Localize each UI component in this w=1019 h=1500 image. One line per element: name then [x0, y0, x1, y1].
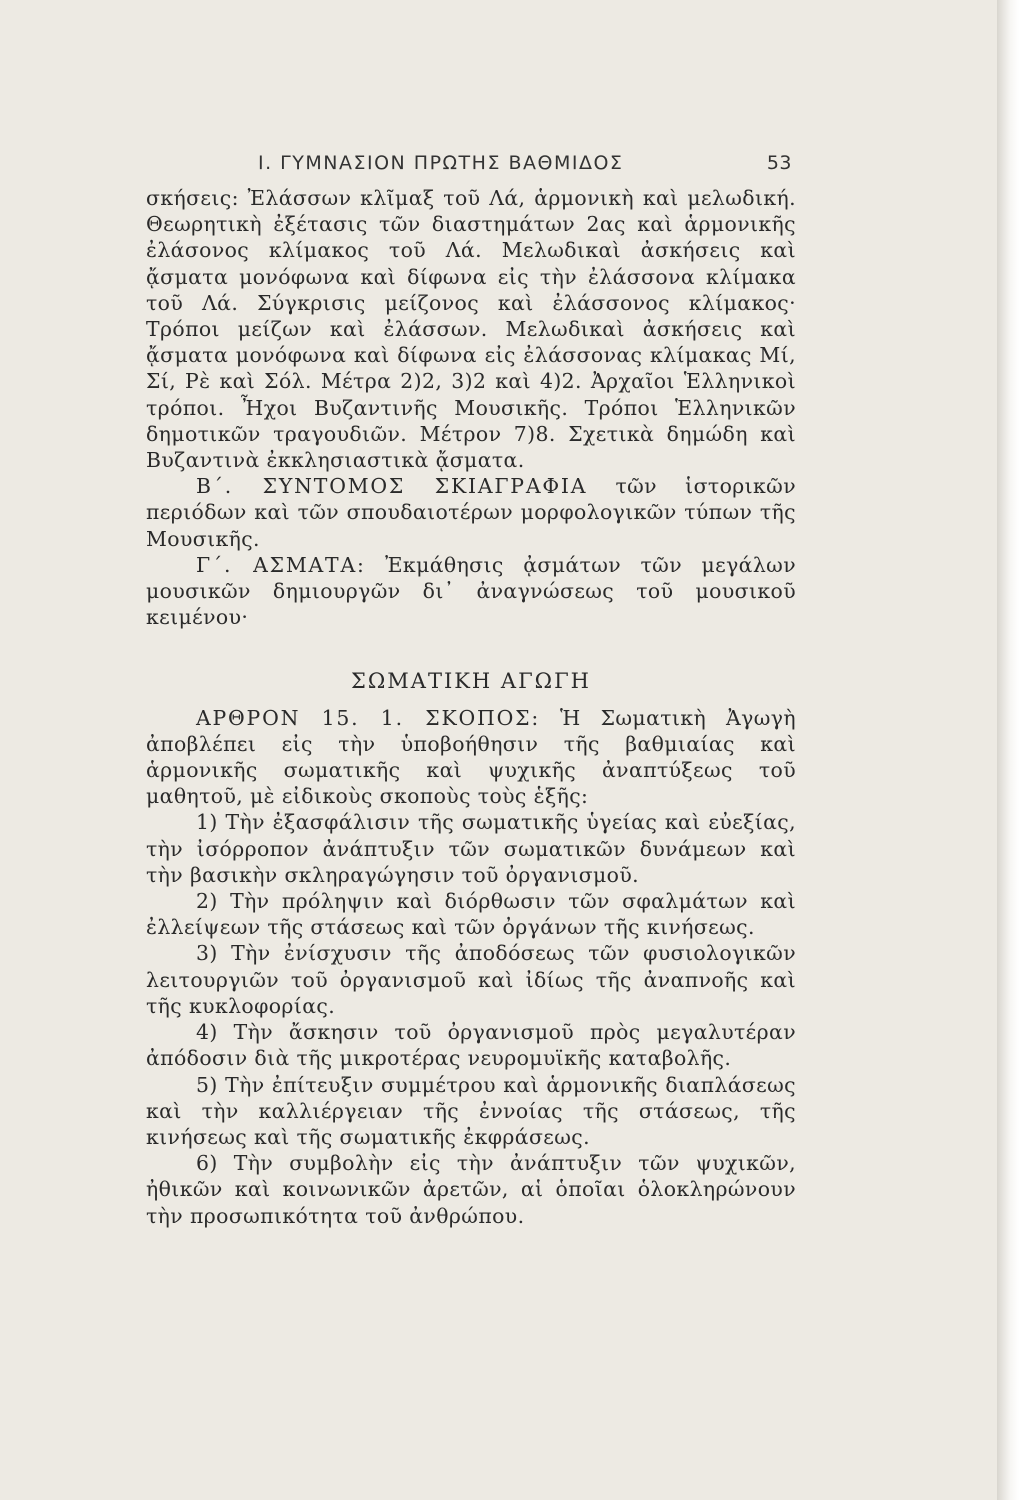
section-b-label: Β΄. ΣΥΝΤΟΜΟΣ ΣΚΙΑΓΡΑΦΙΑ	[196, 474, 588, 499]
article-text: Ἡ Σωματικὴ Ἀγωγὴ ἀποβλέπει εἰς τὴν ὑποβοήθησιν τῆς βαθμιαίας καὶ ἁρμονικῆς σωματικῆς καὶ ψυχικῆς ἀναπτύξεως τοῦ μαθητοῦ, μὲ εἰδικοὺς σκοποὺς τοὺς ἑξῆς:	[146, 705, 796, 809]
page-edge	[997, 0, 1019, 1500]
paragraph-history-outline	[146, 473, 796, 552]
page-body	[146, 185, 796, 1229]
list-item: 6) Τὴν συμβολὴν εἰς τὴν ἀνάπτυξιν τῶν ψυχικῶν, ἠθικῶν καὶ κοινωνικῶν ἀρετῶν, αἱ ὁποῖαι ὁλοκληρώνουν τὴν προσωπικότητα τοῦ ἀνθρώπου.	[146, 1151, 796, 1228]
section-c-text: Ἐκμάθησις ᾀσμάτων τῶν μεγάλων μουσικῶν δημιουργῶν δι᾿ ἀναγνώσεως τοῦ μουσικοῦ κειμένου·	[146, 552, 796, 630]
running-title: Ι. ΓΥΜΝΑΣΙΟΝ ΠΡΩΤΗΣ ΒΑΘΜΙΔΟΣ	[258, 152, 624, 174]
paragraph-songs	[146, 552, 796, 631]
list-item: 2) Τὴν πρόληψιν καὶ διόρθωσιν τῶν σφαλμάτων καὶ ἐλλείψεων τῆς στάσεως καὶ τῶν ὀργάνων τῆς κινήσεως.	[146, 889, 796, 940]
article-label: ΑΡΘΡΟΝ 15. 1. ΣΚΟΠΟΣ:	[196, 705, 540, 730]
article-paragraph	[146, 705, 796, 810]
section-heading: ΣΩΜΑΤΙΚΗ ΑΓΩΓΗ	[351, 669, 591, 694]
list-item: 3) Τὴν ἐνίσχυσιν τῆς ἀποδόσεως τῶν φυσιολογικῶν λειτουργιῶν τοῦ ὀργανισμοῦ καὶ ἰδίως τῆς ἀναπνοῆς καὶ τῆς κυκλοφορίας.	[146, 941, 796, 1018]
list-item: 1) Τὴν ἐξασφάλισιν τῆς σωματικῆς ὑγείας καὶ εὐεξίας, τὴν ἰσόρροπον ἀνάπτυξιν τῶν σωματικῶν δυνάμεων καὶ τὴν βασικὴν σκληραγώγησιν τοῦ ὀργανισμοῦ.	[146, 810, 796, 887]
paragraph-music-exercises: σκήσεις: Ἐλάσσων κλῖμαξ τοῦ Λά, ἁρμονικὴ καὶ μελωδική. Θεωρητικὴ ἐξέτασις τῶν διαστημάτων 2ας καὶ ἁρμονικῆς ἐλάσονος κλίμακος τοῦ Λά. Μελωδικαὶ ἀσκήσεις καὶ ᾄσματα μονόφωνα καὶ δίφωνα εἰς τὴν ἐλάσσονα κλίμακα τοῦ Λά. Σύγκρισις μείζονος καὶ ἐλάσσονος κλίμακος· Τρόποι μείζων καὶ ἐλάσσων. Μελωδικαὶ ἀσκήσεις καὶ ᾄσματα μονόφωνα καὶ δίφωνα εἰς ἐλάσσονας κλίμακας Μί, Σί, Ρὲ καὶ Σόλ. Μέτρα 2)2, 3)2 καὶ 4)2. Ἀρχαῖοι Ἑλληνικοὶ τρόποι. Ἦχοι Βυζαντινῆς Μουσικῆς. Τρόποι Ἑλληνικῶν δημοτικῶν τραγουδιῶν. Μέτρον 7)8. Σχετικὰ δημώδη καὶ Βυζαντινὰ ἐκκλησιαστικὰ ᾄσματα.	[146, 186, 796, 473]
section-b-text: τῶν ἱστορικῶν περιόδων καὶ τῶν σπουδαιοτέρων μορφολογικῶν τύπων τῆς Μουσικῆς.	[146, 474, 796, 551]
list-item: 4) Τὴν ἄσκησιν τοῦ ὀργανισμοῦ πρὸς μεγαλυτέραν ἀπόδοσιν διὰ τῆς μικροτέρας νευρομυϊκῆς καταβολῆς.	[146, 1020, 796, 1071]
page-number: 53	[766, 152, 792, 174]
section-c-label: Γ΄. ΑΣΜΑΤΑ:	[196, 552, 366, 577]
running-header	[258, 152, 792, 174]
list-item: 5) Τὴν ἐπίτευξιν συμμέτρου καὶ ἁρμονικῆς διαπλάσεως καὶ τὴν καλλιέργειαν τῆς ἐννοίας τῆς στάσεως, τῆς κινήσεως καὶ τῆς σωματικῆς ἐκφράσεως.	[146, 1072, 796, 1149]
